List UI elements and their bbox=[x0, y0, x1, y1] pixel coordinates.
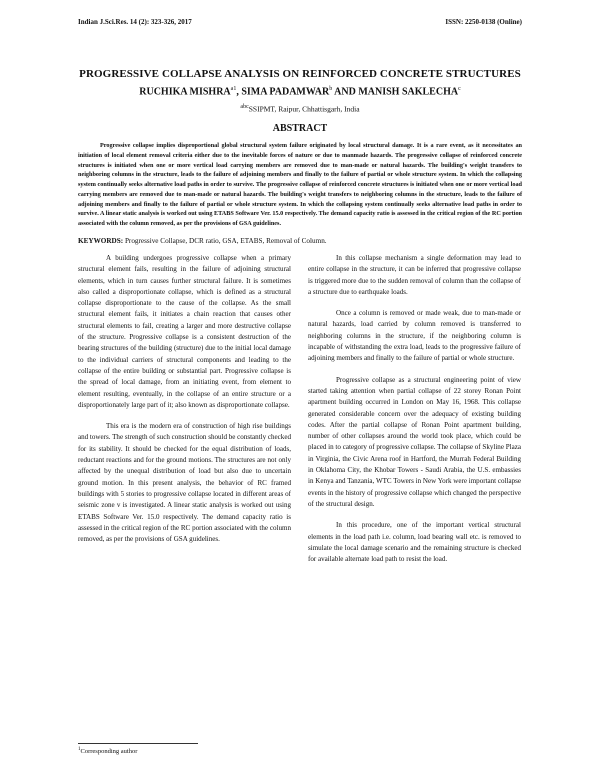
affiliation bbox=[40, 104, 560, 114]
keywords-label: KEYWORDS: bbox=[78, 237, 124, 245]
abstract-text: Progressive collapse implies disproportional global structural system failure originated by local structural damage. It is a rare event, as it necessitates an initiation of local element removal criteria either due to the inevitable forces of nature or due to manmade hazards. The progressive collapse of reinforced concrete structures is initiated when one or more vertical load carrying members are removed due to man-made or natural hazards. The building's weight transfers to neighboring columns in the structure, leads to the failure of adjoining members and finally to the failure of partial or whole structure system. In which the collapsing system continually seeks alternative load paths in order to survive. The progressive collapse of reinforced concrete structures is initiated when one or more vertical load carrying members are removed due to man-made or natural hazards. The building's weight transfers to neighboring columns in the structure, leads to the failure of adjoining members and finally to the failure of partial or whole structure system. In which the collapsing system continually seeks alternative load paths in order to survive. A linear static analysis is worked out using ETABS Software Ver. 15.0 respectively. The demand capacity ratio is assessed in the critical region of the RC portion associated with the column removed, as per the provisions of GSA guidelines. bbox=[78, 142, 522, 227]
body-paragraph: In this collapse mechanism a single deformation may lead to entire collapse in the structure, it can be inferred that progressive collapse is triggered more due to the sudden removal of column than the collapse of a structure due to earthquake loads. bbox=[308, 254, 521, 296]
author-affiliation-mark: b bbox=[329, 86, 333, 92]
author-list bbox=[40, 86, 560, 97]
author-name: SIMA PADAMWAR bbox=[241, 86, 330, 98]
author-separator: AND bbox=[332, 86, 359, 98]
keywords-text: Progressive Collapse, DCR ratio, GSA, ETABS, Removal of Column. bbox=[123, 237, 327, 245]
body-column-right bbox=[308, 253, 521, 575]
body-paragraph: A building undergoes progressive collapse when a primary structural element fails, resulting in the failure of adjoining structural elements, which in turn causes further structural failure. It is sometimes also called a disproportionate collapse, which is defined as a structural collapse disproportionate to the cause of the collapse. As the small structural element fails, it initiates a chain reaction that causes other structural elements to fail, creating a larger and more destructive collapse of the structure. Progressive collapse is a consistent destruction of the bearing structures of the building (structure) due to the initial local damage to the individual carriers of structural components and leading to the collapse of the entire building or substantial part. Progressive collapse is the spread of local damage, from an initiating event, from element to element resulting, eventually, in the collapse of an entire structure or a disproportionately large part of it; also known as disproportionate collapse. bbox=[78, 254, 291, 409]
author-separator: , bbox=[236, 86, 242, 98]
issn: ISSN: 2250-0138 (Online) bbox=[445, 18, 522, 26]
keywords bbox=[78, 237, 522, 245]
body-paragraph: Progressive collapse as a structural engineering point of view started taking attention when partial collapse of 22 storey Ronan Point apartment building occurred in London on May 16, 1968. This collapse generated considerable concern over the adequacy of existing building codes. After the partial collapse of Ronan Point apartment building, number of other collapses around the world took place, which could be placed in to category of progressive collapse. The collapse of Skyline Plaza in Virginia, the Civic Arena roof in Hartford, the Murrah Federal Building in Oklahoma City, the Khobar Towers - Saudi Arabia, the U.S. embassies in Kenya and Tanzania, WTC Towers in New York were important collapse events in the history of progressive collapse which changed the perspective of the structural design. bbox=[308, 375, 521, 508]
author-affiliation-mark: a1 bbox=[230, 86, 237, 92]
footnote-divider bbox=[78, 743, 198, 744]
abstract-heading: ABSTRACT bbox=[272, 123, 328, 134]
body-paragraph: This era is the modern era of construction of high rise buildings and towers. The strength of such construction should be constantly checked for its stability. It should be checked for the equal distribution of loads, reductant reactions and for the ground motions. The structures are not only affected by the unequal distribution of load but also due to uncertain ground motion. In this present analysis, the behavior of RC framed buildings with 5 stories to progressive collapse located in different areas of seismic zone v is investigated. A linear static analysis is worked out using ETABS Software Ver. 15.0 respectively. The demand capacity ratio is assessed in the critical region of the RC portion associated with the column removed, as per the provisions of GSA guidelines. bbox=[78, 422, 291, 544]
footnote-mark: 1 bbox=[78, 747, 81, 752]
body-paragraph: In this procedure, one of the important vertical structural elements in the load path i.e. column, load bearing wall etc. is removed to simulate the local damage scenario and the remaining structure is checked for available alternate load path to resist the load. bbox=[308, 521, 521, 564]
journal-citation: Indian J.Sci.Res. 14 (2): 323-326, 2017 bbox=[78, 18, 192, 26]
affiliation-mark: abc bbox=[240, 104, 249, 110]
footnote bbox=[78, 747, 137, 755]
author-name: MANISH SAKLECHA bbox=[358, 86, 459, 98]
body-paragraph: Once a column is removed or made weak, due to man-made or natural hazards, load carried by column removed is transferred to neighboring columns in the structure, if the neighboring column is incapable of withstanding the extra load, leads to the progressive failure of adjoining members and finally to the failure of partial or whole structure. bbox=[308, 309, 521, 363]
author-affiliation-mark: c bbox=[458, 86, 461, 92]
affiliation-text: SSIPMT, Raipur, Chhattisgarh, India bbox=[248, 104, 360, 114]
paper-title: PROGRESSIVE COLLAPSE ANALYSIS ON REINFORCED CONCRETE STRUCTURES bbox=[79, 68, 521, 80]
footnote-text: Corresponding author bbox=[80, 748, 138, 756]
body-column-left bbox=[78, 253, 291, 555]
author-name: RUCHIKA MISHRA bbox=[139, 86, 231, 98]
